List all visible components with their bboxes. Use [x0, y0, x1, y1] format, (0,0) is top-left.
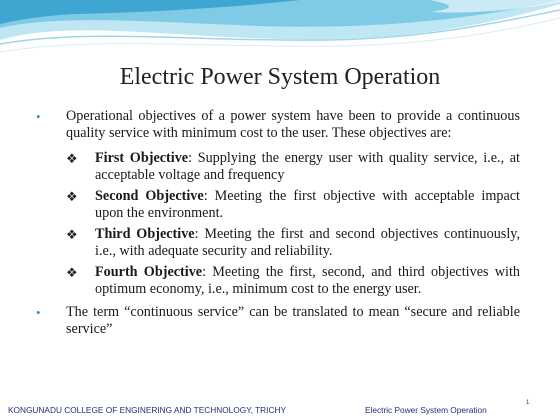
- objective-label: Fourth Objective: [95, 264, 203, 280]
- bullet-text: The term “continuous service” can be translated to mean “secure and reliable service”: [66, 304, 520, 337]
- objectives-list: [66, 150, 520, 298]
- objective-description: : Meeting the first and second objectives continuously, i.e., with adequate security and reliability.: [95, 226, 520, 259]
- sub-bullet-item: [66, 226, 520, 260]
- diamond-bullet-icon: ❖: [66, 265, 78, 280]
- objective-description: : Supplying the energy user with quality service, i.e., at acceptable voltage and frequency: [95, 150, 521, 183]
- objective-description: : Meeting the first objective with acceptable impact upon the environment.: [95, 188, 520, 221]
- sub-bullet-item: [66, 150, 520, 184]
- sub-bullet-item: [66, 264, 520, 298]
- bullet-item: [36, 304, 520, 338]
- objective-label: Second Objective: [95, 188, 204, 204]
- sub-bullet-text: [95, 264, 520, 298]
- bullet-text: Operational objectives of a power system have been to provide a continuous quality service with minimum cost to the user. These objectives are:: [66, 108, 520, 141]
- objective-label: Third Objective: [95, 226, 195, 242]
- sub-bullet-item: [66, 188, 520, 222]
- footer-institution: KONGUNADU COLLEGE OF ENGINERING AND TECHNOLOGY, TRICHY: [8, 405, 286, 415]
- bullet-dot-icon: •: [36, 109, 41, 124]
- diamond-bullet-icon: ❖: [66, 227, 78, 242]
- page-number: 1: [526, 400, 530, 406]
- slide-content: [36, 108, 520, 348]
- bullet-dot-icon: •: [36, 305, 41, 320]
- sub-bullet-text: [95, 188, 520, 222]
- bullet-item: [36, 108, 520, 142]
- diamond-bullet-icon: ❖: [66, 189, 78, 204]
- sub-bullet-text: [95, 226, 520, 260]
- objective-label: First Objective: [95, 150, 189, 166]
- objective-description: : Meeting the first, second, and third objectives with optimum economy, i.e., minimum cost to the energy user.: [95, 264, 520, 297]
- sub-bullet-text: [95, 150, 520, 184]
- slide-title: Electric Power System Operation: [119, 64, 441, 90]
- footer-slide-title: Electric Power System Operation: [365, 405, 487, 415]
- diamond-bullet-icon: ❖: [66, 151, 78, 166]
